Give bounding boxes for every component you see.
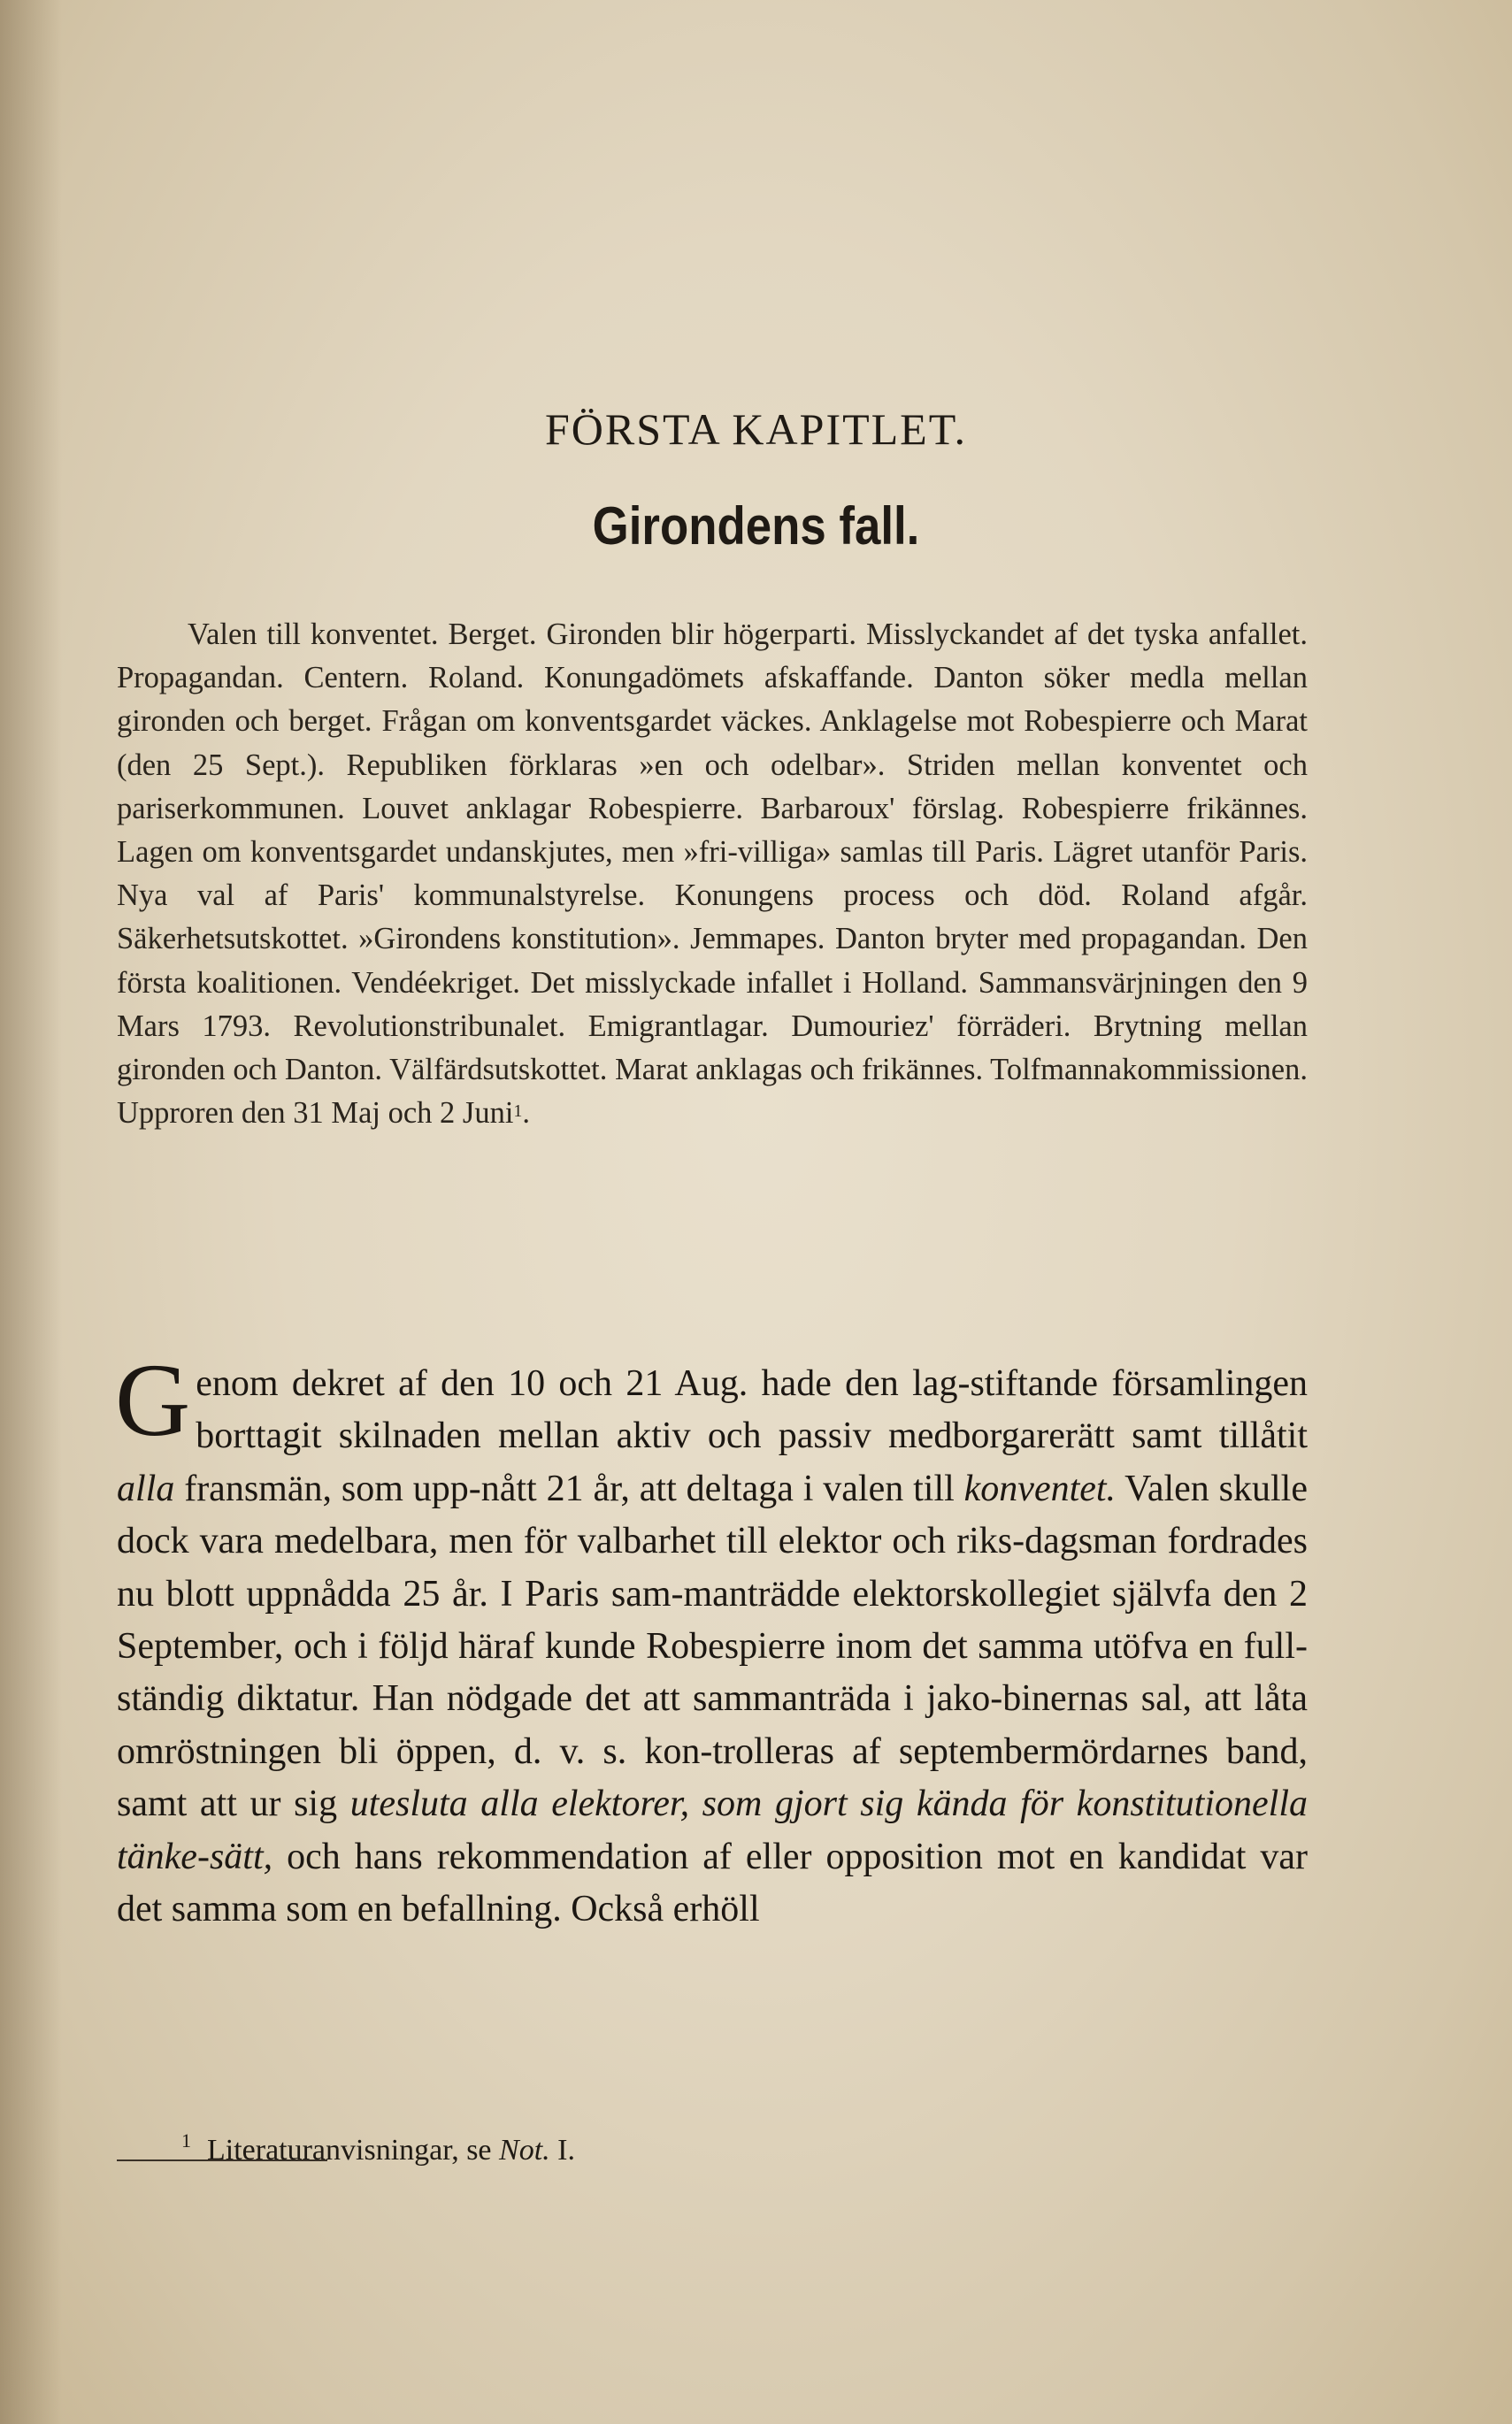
- page-edge-shadow: [0, 0, 62, 2424]
- chapter-title: Girondens fall.: [592, 496, 920, 556]
- footnote-italic: Not.: [499, 2134, 550, 2167]
- body-text-1: enom dekret af den 10 och 21 Aug. hade den lag-stiftande församlingen borttagit skilnaden mellan aktiv och passiv medborgarerätt samt tillåtit: [196, 1363, 1308, 1457]
- body-italic-2: konventet.: [963, 1468, 1117, 1509]
- body-paragraph: [115, 1342, 1308, 1936]
- footnote-reference[interactable]: 1: [513, 1101, 523, 1122]
- chapter-heading: FÖRSTA KAPITLET.: [544, 404, 968, 454]
- body-text-3: Valen skulle dock vara medelbara, men för valbarhet till elektor och riks-dagsman fordrades nu blott uppnådda 25 år. I Paris sam-manträdde elektorskollegiet självfa den 2 September, och i följd häraf kunde Robespierre inom det samma utöfva en full-ständig diktatur. Han nödgade det att sammanträda i jako-binernas sal, att låta omröstningen bli öppen, d. v. s. kon-trolleras af septembermördarnes band, samt att ur sig: [117, 1468, 1308, 1825]
- drop-cap: G: [115, 1342, 191, 1458]
- footnote: [181, 2129, 575, 2167]
- footnote-text: Literaturanvisningar, se: [207, 2134, 500, 2167]
- summary-text: Valen till konventet. Berget. Gironden blir högerparti. Misslyckandet af det tyska anfallet. Propagandan. Centern. Roland. Konungadömets afskaffande. Danton söker medla mellan gironden och berget. Frågan om konventsgardet väckes. Anklagelse mot Robespierre och Marat (den 25 Sept.). Republiken förklaras »en och odelbar». Striden mellan konventet och pariserkommunen. Louvet anklagar Robespierre. Barbaroux' förslag. Robespierre frikännes. Lagen om konventsgardet undanskjutes, men »fri-villiga» samlas till Paris. Lägret utanför Paris. Nya val af Paris' kommunalstyrelse. Konungens process och död. Roland afgår. Säkerhetsutskottet. »Girondens konstitution». Jemmapes. Danton bryter med propagandan. Den första koalitionen. Vendéekriget. Det misslyckade infallet i Holland. Sammansvärjningen den 9 Mars 1793. Revolutionstribunalet. Emigrantlagar. Dumouriez' förräderi. Brytning mellan gironden och Danton. Välfärdsutskottet. Marat anklagas och frikännes. Tolfmannakommissionen. Upproren den 31 Maj och 2 Juni: [117, 618, 1308, 1131]
- footnote-mark: 1: [181, 2129, 191, 2152]
- body-text-2: fransmän, som upp-nått 21 år, att deltaga i valen till: [174, 1468, 964, 1509]
- body-text-4: och hans rekommendation af eller opposition mot en kandidat var det samma som en befallning. Också erhöll: [117, 1836, 1308, 1930]
- body-italic-1: alla: [117, 1468, 175, 1509]
- chapter-summary: [117, 613, 1308, 1135]
- footnote-suffix: I.: [549, 2134, 575, 2167]
- body-italic-3: utesluta alla elektorer, som gjort sig kända för konstitutionella tänke-sätt,: [117, 1783, 1308, 1877]
- summary-end: .: [522, 1096, 531, 1131]
